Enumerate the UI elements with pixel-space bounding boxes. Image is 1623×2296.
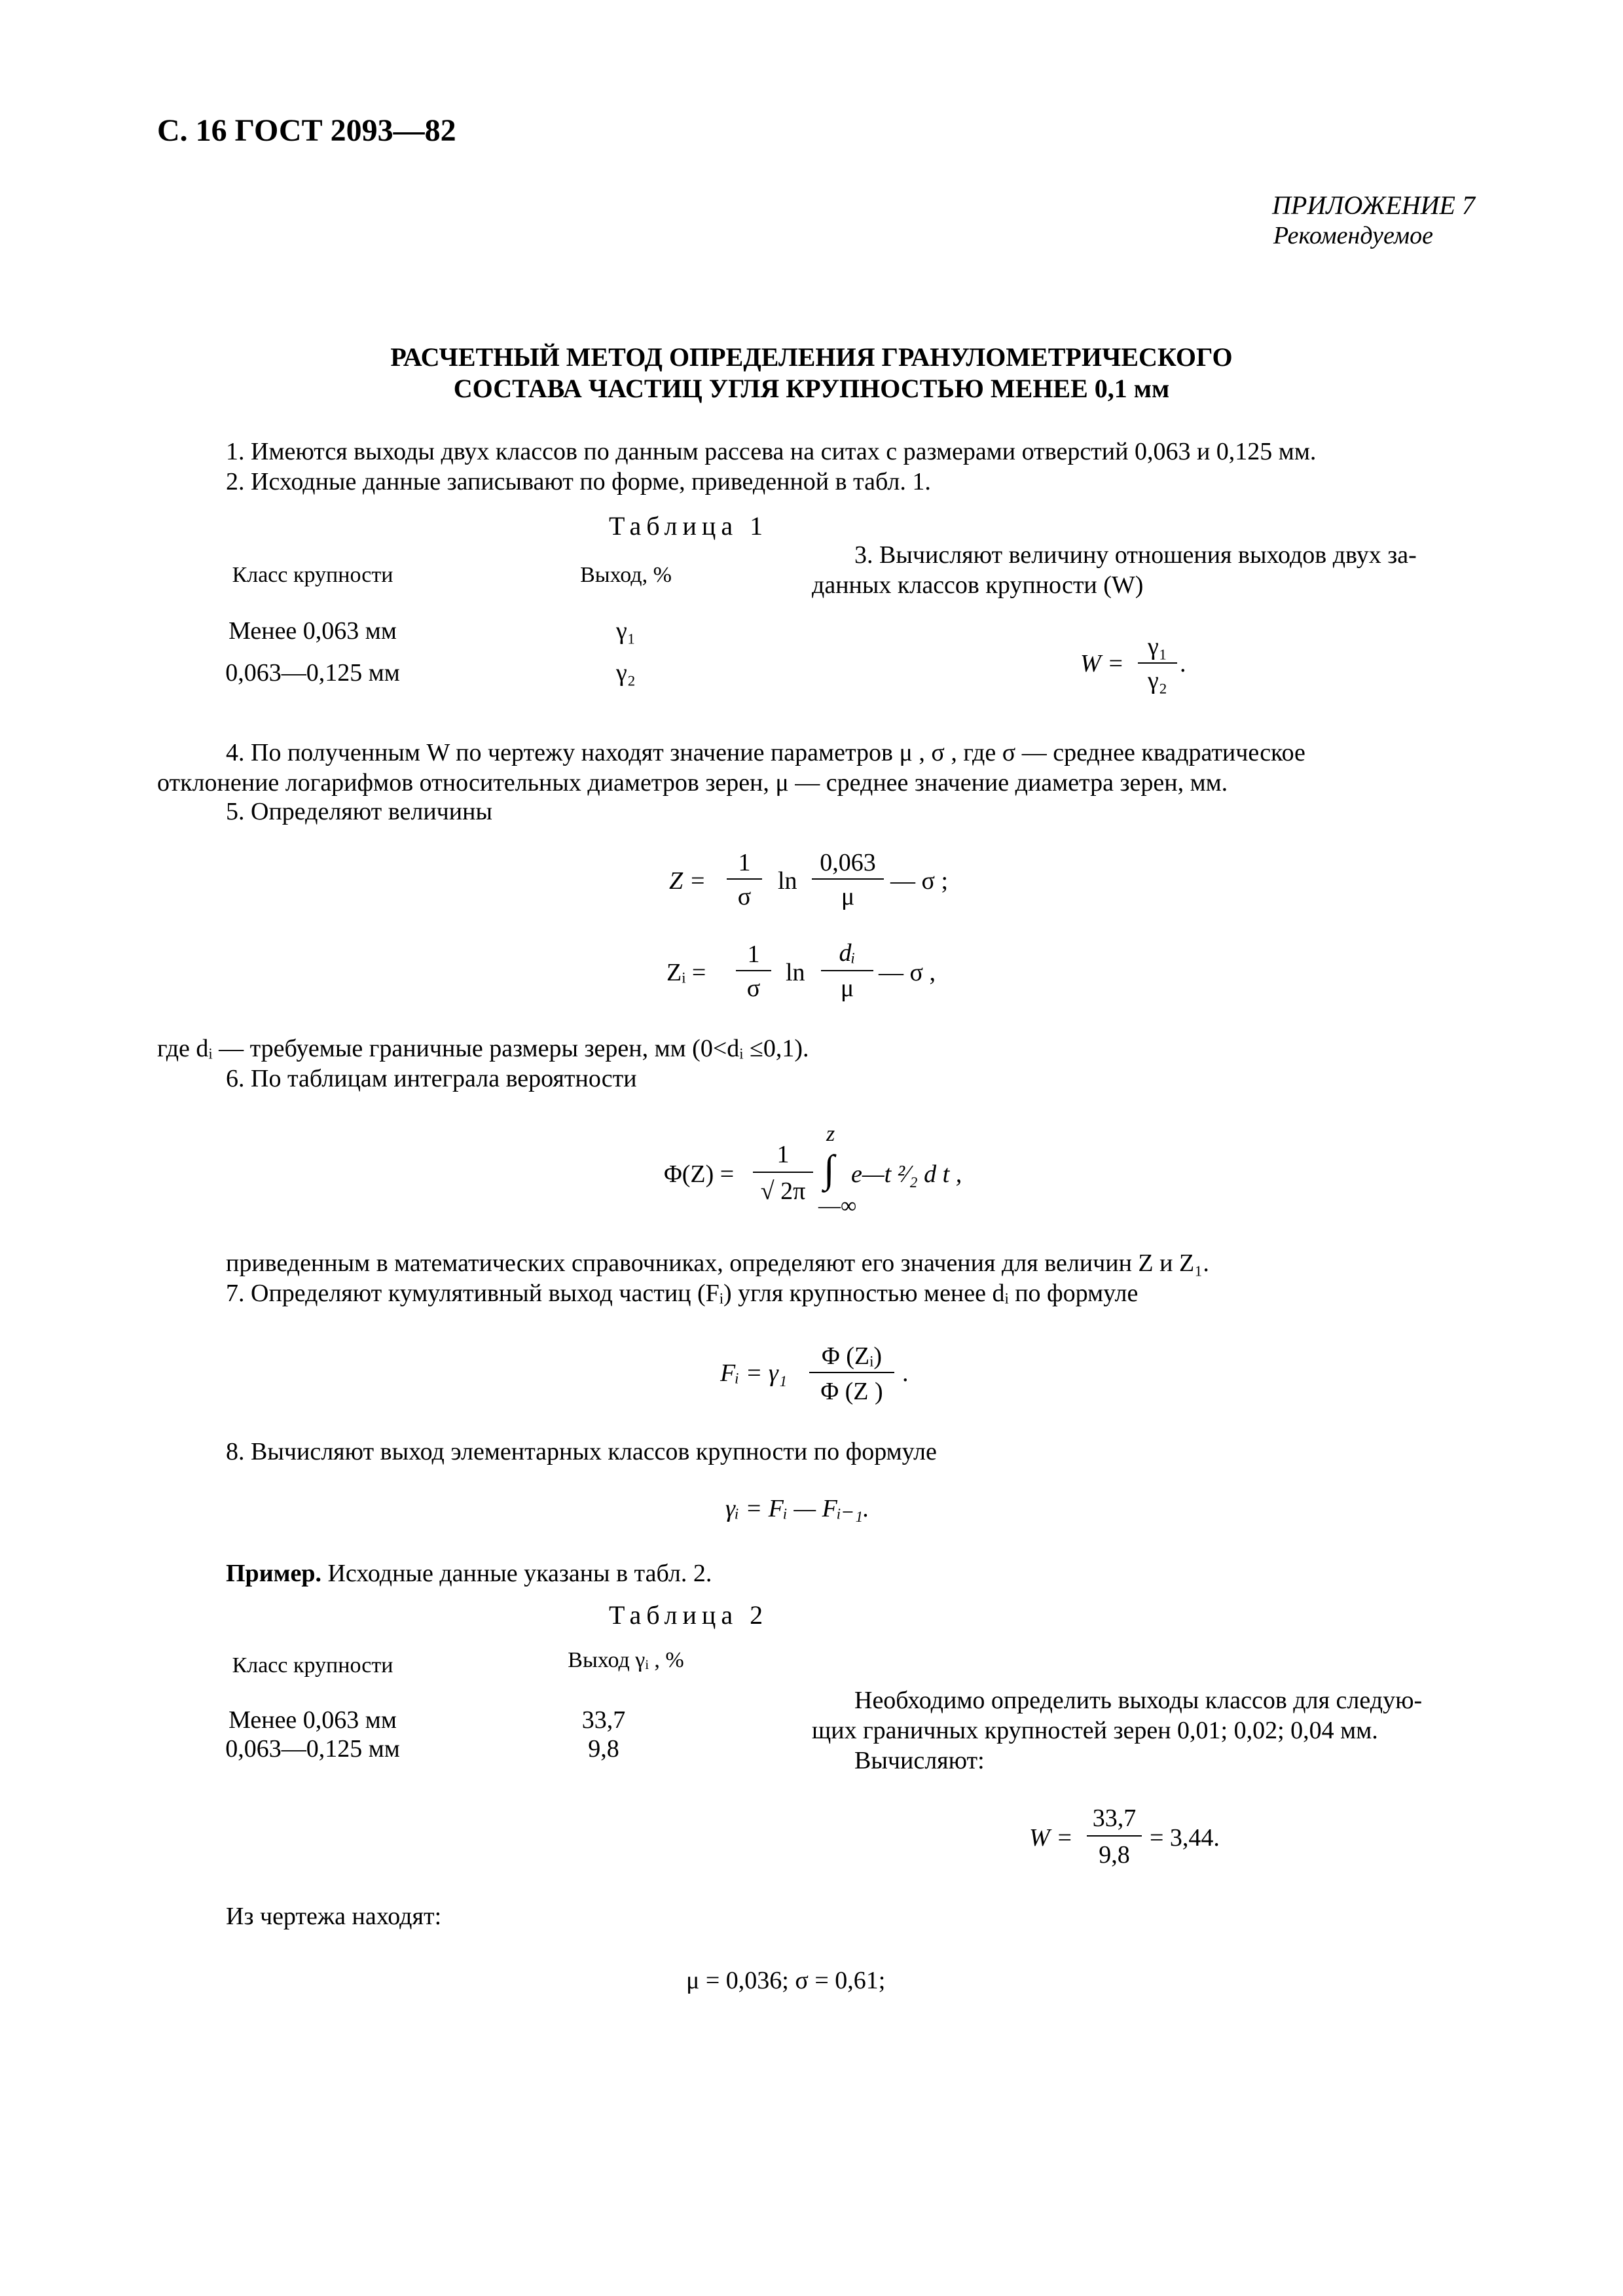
table1-row1-yield: γ₁ bbox=[615, 617, 636, 645]
example-line bbox=[226, 1559, 712, 1588]
paragraph-3-line1: 3. Вычисляют величину отношения выходов двух за- bbox=[854, 541, 1417, 569]
paragraph-8: 8. Вычисляют выход элементарных классов крупности по формуле bbox=[226, 1438, 937, 1465]
formula-z-numerator: 0,063 bbox=[820, 849, 876, 876]
table1-row2-class: 0,063—0,125 мм bbox=[225, 659, 400, 687]
example-text: Исходные данные указаны в табл. 2. bbox=[321, 1560, 712, 1587]
formula-f-lhs: Fᵢ = γ₁ bbox=[720, 1359, 788, 1387]
formula-phi-lower-limit: —∞ bbox=[818, 1194, 857, 1218]
formula-gamma-i: γᵢ = Fᵢ — Fᵢ₋₁. bbox=[725, 1495, 869, 1522]
table2-caption: Таблица 2 bbox=[609, 1600, 769, 1630]
table2-row2-class: 0,063—0,125 мм bbox=[225, 1735, 400, 1763]
formula-phi-lhs: Φ(Z) = bbox=[664, 1160, 735, 1188]
formula-phi-one: 1 bbox=[776, 1141, 790, 1168]
page-header: С. 16 ГОСТ 2093—82 bbox=[157, 113, 456, 148]
paragraph-1: 1. Имеются выходы двух классов по данным рассева на ситах с размерами отверстий 0,063 и 0,125 мм. bbox=[226, 438, 1317, 465]
formula-z-tail: — σ ; bbox=[890, 867, 949, 895]
formula-w-end: . bbox=[1180, 650, 1186, 677]
table2-row1-class: Менее 0,063 мм bbox=[228, 1706, 397, 1734]
formula-z-sigma: σ bbox=[737, 883, 752, 910]
formula-phi-upper-limit: z bbox=[826, 1122, 835, 1146]
formula-f-end: . bbox=[902, 1359, 909, 1387]
formula-phi-integral: ∫ bbox=[824, 1147, 835, 1191]
table2-row1-yield: 33,7 bbox=[581, 1706, 626, 1734]
where-di-note: где dᵢ — требуемые граничные размеры зерен, мм (0<dᵢ ≤0,1). bbox=[157, 1035, 809, 1062]
table1-row1-class: Менее 0,063 мм bbox=[228, 617, 397, 645]
formula-zi-ln: ln bbox=[786, 959, 805, 986]
table2-header-class: Класс крупности bbox=[232, 1653, 393, 1677]
formula-phi-body: e—t ²⁄₂ d t , bbox=[851, 1160, 962, 1188]
formula-phi-denominator: √ 2π bbox=[760, 1177, 806, 1205]
formula-zi-one: 1 bbox=[747, 941, 760, 968]
formula-z-ln: ln bbox=[778, 867, 797, 895]
mu-sigma-values: μ = 0,036; σ = 0,61; bbox=[686, 1967, 886, 1994]
formula-zi-numerator: dᵢ bbox=[839, 939, 856, 967]
paragraph-4-line2: отклонение логарифмов относительных диаметров зерен, μ — среднее значение диаметра зерен, мм. bbox=[157, 769, 1228, 797]
formula-w-lhs: W = bbox=[1080, 650, 1124, 677]
paragraph-5: 5. Определяют величины bbox=[226, 798, 492, 825]
paragraph-2: 2. Исходные данные записывают по форме, приведенной в табл. 1. bbox=[226, 468, 931, 495]
formula-w2-numerator: 33,7 bbox=[1092, 1804, 1137, 1832]
formula-w-numerator: γ₁ bbox=[1147, 633, 1168, 660]
document-title-line1: РАСЧЕТНЫЙ МЕТОД ОПРЕДЕЛЕНИЯ ГРАНУЛОМЕТРИЧЕСКОГО bbox=[390, 342, 1233, 372]
paragraph-6: 6. По таблицам интеграла вероятности bbox=[226, 1065, 637, 1092]
table1-row2-yield: γ₂ bbox=[615, 659, 636, 687]
need-determine-line2: щих граничных крупностей зерен 0,01; 0,02; 0,04 мм. bbox=[812, 1717, 1378, 1744]
example-label: Пример. bbox=[226, 1560, 321, 1587]
formula-zi-mu: μ bbox=[840, 975, 854, 1002]
formula-zi-lhs: Zᵢ = bbox=[666, 959, 706, 986]
formula-w2-lhs: W = bbox=[1029, 1824, 1073, 1852]
formula-f-numerator: Φ (Zᵢ) bbox=[821, 1342, 882, 1370]
document-title-line2: СОСТАВА ЧАСТИЦ УГЛЯ КРУПНОСТЬЮ МЕНЕЕ 0,1 мм bbox=[453, 374, 1170, 403]
table2-row2-yield: 9,8 bbox=[588, 1735, 619, 1763]
formula-w2-denominator: 9,8 bbox=[1099, 1841, 1130, 1869]
formula-w2-result: = 3,44. bbox=[1150, 1824, 1220, 1852]
formula-zi-tail: — σ , bbox=[879, 959, 936, 986]
table1-caption: Таблица 1 bbox=[609, 511, 769, 541]
table1-header-class: Класс крупности bbox=[232, 563, 393, 587]
table1-header-yield: Выход, % bbox=[580, 563, 672, 587]
formula-zi-sigma: σ bbox=[746, 975, 761, 1002]
formula-z-lhs: Z = bbox=[669, 867, 706, 895]
formula-f-denominator: Φ (Z ) bbox=[820, 1378, 883, 1405]
from-drawing-label: Из чертежа находят: bbox=[226, 1903, 442, 1930]
paragraph-3-line2: данных классов крупности (W) bbox=[812, 571, 1144, 599]
formula-w-denominator: γ₂ bbox=[1147, 667, 1168, 694]
formula-z-one: 1 bbox=[738, 849, 751, 876]
appendix-title: ПРИЛОЖЕНИЕ 7 bbox=[1272, 190, 1475, 220]
table1 bbox=[157, 550, 782, 704]
table2-header-yield: Выход γᵢ , % bbox=[568, 1648, 684, 1672]
appendix-subtitle: Рекомендуемое bbox=[1273, 222, 1433, 249]
table2 bbox=[157, 1639, 782, 1774]
paragraph-6-after: приведенным в математических справочниках, определяют его значения для величин Z и Z₁. bbox=[226, 1249, 1209, 1277]
need-determine-line1: Необходимо определить выходы классов для следую- bbox=[854, 1687, 1423, 1714]
formula-z-mu: μ bbox=[841, 883, 855, 910]
paragraph-7: 7. Определяют кумулятивный выход частиц (Fᵢ) угля крупностью менее dᵢ по формуле bbox=[226, 1280, 1139, 1307]
paragraph-4-line1: 4. По полученным W по чертежу находят значение параметров μ , σ , где σ — среднее квадратическое bbox=[226, 739, 1305, 766]
compute-label: Вычисляют: bbox=[854, 1747, 985, 1774]
